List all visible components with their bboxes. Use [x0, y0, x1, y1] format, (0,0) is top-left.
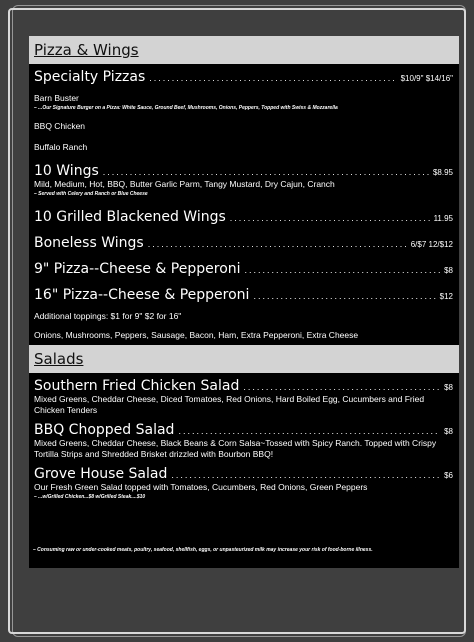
dot-leader — [230, 213, 430, 223]
dot-leader — [148, 239, 407, 249]
item-price: 6/$7 12/$12 — [410, 240, 453, 249]
item-name: Boneless Wings — [34, 235, 144, 251]
item-name: 16" Pizza--Cheese & Pepperoni — [34, 287, 250, 303]
toppings-list: Onions, Mushrooms, Peppers, Sausage, Bacon, Ham, Extra Pepperoni, Extra Cheese — [34, 330, 359, 340]
menu-panel — [29, 36, 459, 568]
dot-leader — [149, 73, 396, 83]
pizza-option-buffalo-ranch — [29, 142, 459, 153]
item-note: – Served with Celery and Ranch or Blue Cheese — [34, 191, 148, 197]
item-name: 10 Wings — [34, 163, 99, 179]
item-price: $10/9" $14/16" — [400, 74, 453, 83]
food-safety-footnote: – Consuming raw or under-cooked meats, poultry, seafood, shellfish, eggs, or unpasteurized milk may increase your risk of food-borne illness. — [33, 547, 373, 553]
menu-item-grove-salad — [29, 466, 459, 501]
item-description: Mild, Medium, Hot, BBQ, Butter Garlic Parm, Tangy Mustard, Dry Cajun, Cranch — [34, 179, 335, 189]
section-title: Pizza & Wings — [34, 41, 139, 59]
menu-item-9-pizza — [29, 261, 459, 277]
item-name: 10 Grilled Blackened Wings — [34, 209, 226, 225]
item-description: Mixed Greens, Cheddar Cheese, Black Beans & Corn Salsa~Tossed with Spicy Ranch. Topped with Crispy Tortilla Strips and Shredded Brisket drizzled with Bourbon BBQ! — [34, 438, 437, 459]
item-name: Grove House Salad — [34, 466, 168, 482]
item-price: $6 — [444, 471, 453, 480]
section-title: Salads — [34, 350, 84, 368]
item-price: $8 — [444, 427, 453, 436]
pizza-option-barn-buster — [29, 93, 459, 112]
section-header-pizza-wings — [29, 36, 459, 64]
pizza-option-bbq-chicken — [29, 121, 459, 132]
item-price: $12 — [439, 292, 453, 301]
dot-leader — [178, 426, 440, 436]
item-price: $8 — [444, 383, 453, 392]
item-description: Our Fresh Green Salad topped with Tomatoes, Cucumbers, Red Onions, Green Peppers — [34, 482, 368, 492]
item-name: Southern Fried Chicken Salad — [34, 378, 240, 394]
item-addons: – ...w/Grilled Chicken...$8 w/Grilled Steak....$10 — [34, 494, 146, 500]
additional-toppings — [29, 311, 459, 341]
item-name: Specialty Pizzas — [34, 69, 146, 85]
option-note: – ...Our Signature Burger on a Pizza: White Sauce, Ground Beef, Mushrooms, Onions, Peppers, Topped with Swiss & Mozzarella — [34, 105, 338, 111]
toppings-price: Additional toppings: $1 for 9" $2 for 16" — [34, 311, 182, 321]
menu-item-southern-salad — [29, 378, 459, 416]
item-description: Mixed Greens, Cheddar Cheese, Diced Tomatoes, Red Onions, Hard Boiled Egg, Cucumbers and Fried Chicken Tenders — [34, 394, 425, 415]
item-name: 9" Pizza--Cheese & Pepperoni — [34, 261, 241, 277]
dot-leader — [253, 291, 435, 301]
menu-item-specialty-pizzas — [29, 69, 459, 85]
menu-item-blackened-wings — [29, 209, 459, 225]
dot-leader — [245, 265, 441, 275]
item-name: BBQ Chopped Salad — [34, 422, 175, 438]
option-name: Barn Buster — [34, 93, 79, 103]
item-price: $8 — [444, 266, 453, 275]
section-header-salads — [29, 345, 459, 373]
menu-item-10-wings — [29, 163, 459, 198]
item-price: $8.95 — [432, 168, 453, 177]
item-price: 11.95 — [433, 214, 453, 223]
option-name: BBQ Chicken — [34, 121, 86, 131]
menu-item-bbq-salad — [29, 422, 459, 460]
dot-leader — [171, 470, 440, 480]
menu-item-16-pizza — [29, 287, 459, 303]
dot-leader — [103, 167, 429, 177]
dot-leader — [243, 382, 440, 392]
menu-item-boneless-wings — [29, 235, 459, 251]
option-name: Buffalo Ranch — [34, 142, 88, 152]
